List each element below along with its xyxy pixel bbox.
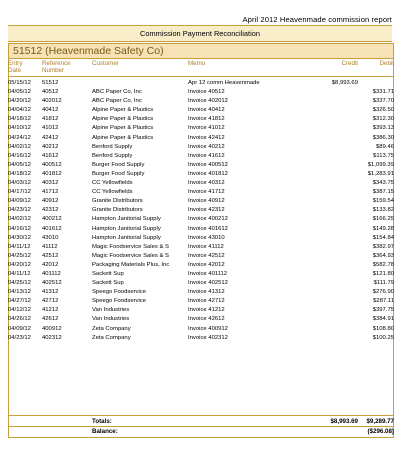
memo-cell: Invoice 43010 bbox=[188, 234, 225, 241]
table-row bbox=[8, 170, 394, 179]
customer-cell: Packaging Materials Plus, Inc bbox=[92, 261, 170, 268]
reference-number-cell: 41712 bbox=[42, 189, 59, 196]
entry-date-cell: 04/26/12 bbox=[8, 316, 31, 323]
entry-date-cell: 04/05/12 bbox=[8, 161, 31, 168]
table-row bbox=[8, 297, 394, 306]
debit-cell: $326.50 bbox=[372, 107, 394, 114]
customer-cell: CC Yellowfields bbox=[92, 189, 133, 196]
reference-number-cell: 43010 bbox=[42, 234, 59, 241]
customer-cell: Magic Foodservice Sales & S bbox=[92, 252, 169, 259]
reference-number-cell: 401812 bbox=[42, 170, 62, 177]
entry-date-cell: 04/27/12 bbox=[8, 298, 31, 305]
memo-cell: Invoice 42412 bbox=[188, 134, 225, 141]
debit-cell: $382.97 bbox=[372, 243, 394, 250]
table-row bbox=[8, 279, 394, 288]
customer-cell: Benford Supply bbox=[92, 143, 133, 150]
memo-cell: Invoice 400912 bbox=[188, 325, 228, 332]
customer-cell: Hampton Janitorial Supply bbox=[92, 216, 161, 223]
table-row bbox=[8, 288, 394, 297]
subtitle-bar bbox=[8, 25, 392, 42]
reference-number-cell: 41212 bbox=[42, 307, 59, 314]
entry-date-cell: 04/18/12 bbox=[8, 116, 31, 123]
customer-cell: Hampton Janitorial Supply bbox=[92, 225, 161, 232]
header-memo: Memo bbox=[188, 60, 206, 67]
entry-date-cell: 04/18/12 bbox=[8, 170, 31, 177]
customer-cell: Alpine Paper & Plastics bbox=[92, 125, 154, 132]
debit-cell: $343.75 bbox=[372, 180, 394, 187]
memo-cell: Invoice 41812 bbox=[188, 116, 225, 123]
entry-date-cell: 04/03/12 bbox=[8, 180, 31, 187]
debit-cell: $154.84 bbox=[372, 234, 394, 241]
reference-number-cell: 402512 bbox=[42, 280, 62, 287]
entry-date-cell: 04/13/12 bbox=[8, 289, 31, 296]
memo-cell: Invoice 401612 bbox=[188, 225, 228, 232]
reference-number-cell: 400912 bbox=[42, 325, 62, 332]
entry-date-cell: 04/12/12 bbox=[8, 307, 31, 314]
entry-date-cell: 04/11/12 bbox=[8, 243, 31, 250]
reference-number-cell: 41112 bbox=[42, 243, 58, 250]
customer-cell: ABC Paper Co, Inc bbox=[92, 89, 142, 96]
debit-cell: $337.70 bbox=[372, 98, 394, 105]
table-row bbox=[8, 270, 394, 279]
debit-cell: $108.80 bbox=[372, 325, 394, 332]
debit-cell: $364.93 bbox=[372, 252, 394, 259]
table-row bbox=[8, 234, 394, 243]
balance-row bbox=[8, 426, 394, 438]
reference-number-cell: 40312 bbox=[42, 180, 59, 187]
customer-cell: Burger Food Supply bbox=[92, 170, 145, 177]
table-row bbox=[8, 334, 394, 343]
debit-cell: $582.78 bbox=[372, 261, 394, 268]
entry-date-cell: 04/02/12 bbox=[8, 216, 31, 223]
debit-cell: $276.90 bbox=[372, 289, 394, 296]
memo-cell: Invoice 41112 bbox=[188, 243, 224, 250]
customer-cell: Alpine Paper & Plastics bbox=[92, 107, 154, 114]
customer-cell: ABC Paper Co, Inc bbox=[92, 98, 142, 105]
table-row bbox=[8, 115, 394, 124]
debit-cell: $386.30 bbox=[372, 134, 394, 141]
memo-cell: Invoice 401112 bbox=[188, 270, 228, 277]
memo-cell: Invoice 41012 bbox=[188, 125, 225, 132]
entry-date-cell: 04/20/12 bbox=[8, 261, 31, 268]
table-row bbox=[8, 325, 394, 334]
reference-number-cell: 51512 bbox=[42, 80, 59, 86]
memo-cell: Invoice 40912 bbox=[188, 198, 225, 205]
table-row bbox=[8, 179, 394, 188]
debit-cell: $121.80 bbox=[372, 270, 394, 277]
customer-cell: Hampton Janitorial Supply bbox=[92, 234, 161, 241]
debit-cell: $384.91 bbox=[372, 316, 394, 323]
vendor-header bbox=[8, 43, 394, 59]
entry-date-cell: 04/05/12 bbox=[8, 89, 31, 96]
table-row bbox=[8, 306, 394, 315]
header-credit: Credit bbox=[341, 60, 358, 67]
debit-cell: $387.15 bbox=[372, 189, 394, 196]
entry-date-cell: 04/25/12 bbox=[8, 252, 31, 259]
table-row bbox=[8, 106, 394, 115]
table-row bbox=[8, 215, 394, 224]
balance-label: Balance: bbox=[92, 428, 118, 435]
debit-cell: $312.30 bbox=[372, 116, 394, 123]
header-customer: Customer bbox=[92, 60, 119, 67]
customer-cell: Van Industries bbox=[92, 316, 130, 323]
entry-date-cell: 04/11/12 bbox=[8, 270, 31, 277]
entry-date-cell: 04/16/12 bbox=[8, 225, 31, 232]
entry-date-cell: 04/10/12 bbox=[8, 125, 31, 132]
table-row bbox=[8, 197, 394, 206]
memo-cell: Invoice 40212 bbox=[188, 143, 225, 150]
debit-cell: $393.13 bbox=[372, 125, 394, 132]
reference-number-cell: 401612 bbox=[42, 225, 62, 232]
reference-number-cell: 42712 bbox=[42, 298, 59, 305]
reference-number-cell: 42512 bbox=[42, 252, 59, 259]
table-row bbox=[8, 88, 394, 97]
table-row bbox=[8, 225, 394, 234]
customer-cell: Zeta Company bbox=[92, 325, 131, 332]
report-subtitle: Commission Payment Reconciliation bbox=[140, 29, 260, 38]
table-row bbox=[8, 134, 394, 143]
customer-cell: Zeta Company bbox=[92, 334, 131, 341]
customer-cell: Sackett Sup bbox=[92, 270, 124, 277]
entry-date-cell: 04/25/12 bbox=[8, 280, 31, 287]
customer-cell: Alpine Paper & Plastics bbox=[92, 116, 154, 123]
reference-number-cell: 400512 bbox=[42, 161, 62, 168]
entry-date-cell: 04/23/12 bbox=[8, 334, 31, 341]
table-row bbox=[8, 152, 394, 161]
memo-cell: Invoice 41712 bbox=[188, 189, 225, 196]
table-row bbox=[8, 315, 394, 324]
memo-cell: Invoice 402512 bbox=[188, 280, 228, 287]
entry-date-cell: 04/23/12 bbox=[8, 207, 31, 214]
column-headers bbox=[8, 58, 394, 77]
entry-date-cell: 04/24/12 bbox=[8, 134, 31, 141]
debit-cell: $113.75 bbox=[373, 152, 394, 159]
debit-cell: $1,283.91 bbox=[367, 170, 394, 177]
customer-cell: Granite Distributors bbox=[92, 198, 143, 205]
entry-date-cell: 04/02/12 bbox=[8, 143, 31, 150]
debit-cell: $1,099.39 bbox=[367, 161, 394, 168]
reference-number-cell: 40912 bbox=[42, 198, 59, 205]
debit-cell: $159.54 bbox=[372, 198, 394, 205]
memo-cell: Apr 12 comm Heavenmade bbox=[188, 80, 260, 86]
memo-cell: Invoice 41612 bbox=[188, 152, 225, 159]
customer-cell: Sackett Sup bbox=[92, 280, 124, 287]
customer-cell: CC Yellowfields bbox=[92, 180, 133, 187]
table-row bbox=[8, 261, 394, 270]
reference-number-cell: 402312 bbox=[42, 334, 62, 341]
reference-number-cell: 40212 bbox=[42, 143, 59, 150]
memo-cell: Invoice 42712 bbox=[188, 298, 225, 305]
entry-date-cell: 04/30/12 bbox=[8, 234, 31, 241]
entry-date-cell: 04/17/12 bbox=[8, 189, 31, 196]
reference-number-cell: 40512 bbox=[42, 89, 59, 96]
memo-cell: Invoice 400212 bbox=[188, 216, 228, 223]
debit-cell: $149.28 bbox=[372, 225, 394, 232]
table-row bbox=[8, 252, 394, 261]
report-title: April 2012 Heavenmade commission report bbox=[242, 15, 392, 24]
debit-cell: $111.79 bbox=[373, 280, 394, 287]
reference-number-cell: 42012 bbox=[42, 261, 59, 268]
vendor-name: 51512 (Heavenmade Safety Co) bbox=[13, 45, 164, 57]
reference-number-cell: 401112 bbox=[42, 270, 61, 277]
reference-number-cell: 402012 bbox=[42, 98, 62, 105]
reference-number-cell: 400212 bbox=[42, 216, 62, 223]
debit-cell: $166.25 bbox=[372, 216, 394, 223]
customer-cell: Speego Foodservice bbox=[92, 289, 147, 296]
table-row bbox=[8, 97, 394, 106]
memo-cell: Invoice 40512 bbox=[188, 89, 225, 96]
debit-cell: $287.11 bbox=[373, 298, 394, 305]
table-row bbox=[8, 161, 394, 170]
reference-number-cell: 41812 bbox=[42, 116, 59, 123]
memo-cell: Invoice 41212 bbox=[188, 307, 225, 314]
memo-cell: Invoice 42012 bbox=[188, 261, 225, 268]
credit-cell: $8,993.69 bbox=[331, 80, 358, 86]
memo-cell: Invoice 42512 bbox=[188, 252, 225, 259]
customer-cell: Magic Foodservice Sales & S bbox=[92, 243, 169, 250]
memo-cell: Invoice 402312 bbox=[188, 334, 228, 341]
reference-number-cell: 42312 bbox=[42, 207, 59, 214]
table-row bbox=[8, 243, 394, 252]
totals-credit: $8,993.69 bbox=[330, 418, 358, 425]
customer-cell: Speego Foodservice bbox=[92, 298, 147, 305]
memo-cell: Invoice 40412 bbox=[188, 107, 225, 114]
reference-number-cell: 42412 bbox=[42, 134, 59, 141]
table-row bbox=[8, 79, 394, 88]
customer-cell: Alpine Paper & Plastics bbox=[92, 134, 154, 141]
debit-cell: $100.25 bbox=[372, 334, 394, 341]
customer-cell: Granite Distributors bbox=[92, 207, 143, 214]
reference-number-cell: 41012 bbox=[42, 125, 59, 132]
entry-date-cell: 04/20/12 bbox=[8, 98, 31, 105]
totals-debit: $9,289.77 bbox=[366, 418, 394, 425]
memo-cell: Invoice 401812 bbox=[188, 170, 228, 177]
memo-cell: Invoice 402012 bbox=[188, 98, 228, 105]
entry-date-cell: 04/09/12 bbox=[8, 198, 31, 205]
totals-label: Totals: bbox=[92, 418, 112, 425]
balance-value: ($296.08) bbox=[367, 428, 394, 435]
table-row bbox=[8, 143, 394, 152]
memo-cell: Invoice 42612 bbox=[188, 316, 225, 323]
entry-date-cell: 04/09/12 bbox=[8, 325, 31, 332]
debit-cell: $89.46 bbox=[375, 143, 394, 150]
debit-cell: $397.75 bbox=[372, 307, 394, 314]
transactions-table bbox=[8, 79, 394, 343]
debit-cell: $133.82 bbox=[372, 207, 394, 214]
table-row bbox=[8, 188, 394, 197]
table-row bbox=[8, 124, 394, 133]
debit-cell: $331.71 bbox=[372, 89, 394, 96]
entry-date-cell: 05/15/12 bbox=[8, 80, 31, 86]
reference-number-cell: 40412 bbox=[42, 107, 59, 114]
customer-cell: Benford Supply bbox=[92, 152, 133, 159]
memo-cell: Invoice 400512 bbox=[188, 161, 228, 168]
header-entry-date: Entry Date bbox=[8, 60, 23, 74]
reference-number-cell: 41312 bbox=[42, 289, 59, 296]
customer-cell: Burger Food Supply bbox=[92, 161, 145, 168]
entry-date-cell: 04/16/12 bbox=[8, 152, 31, 159]
customer-cell: Van Industries bbox=[92, 307, 130, 314]
memo-cell: Invoice 40312 bbox=[188, 180, 225, 187]
reference-number-cell: 41612 bbox=[42, 152, 59, 159]
reference-number-cell: 42612 bbox=[42, 316, 59, 323]
memo-cell: Invoice 42312 bbox=[188, 207, 225, 214]
entry-date-cell: 04/04/12 bbox=[8, 107, 31, 114]
header-reference-number: Reference Number bbox=[42, 60, 71, 74]
memo-cell: Invoice 41312 bbox=[188, 289, 225, 296]
table-row bbox=[8, 206, 394, 215]
header-debit: Debit bbox=[379, 60, 394, 67]
